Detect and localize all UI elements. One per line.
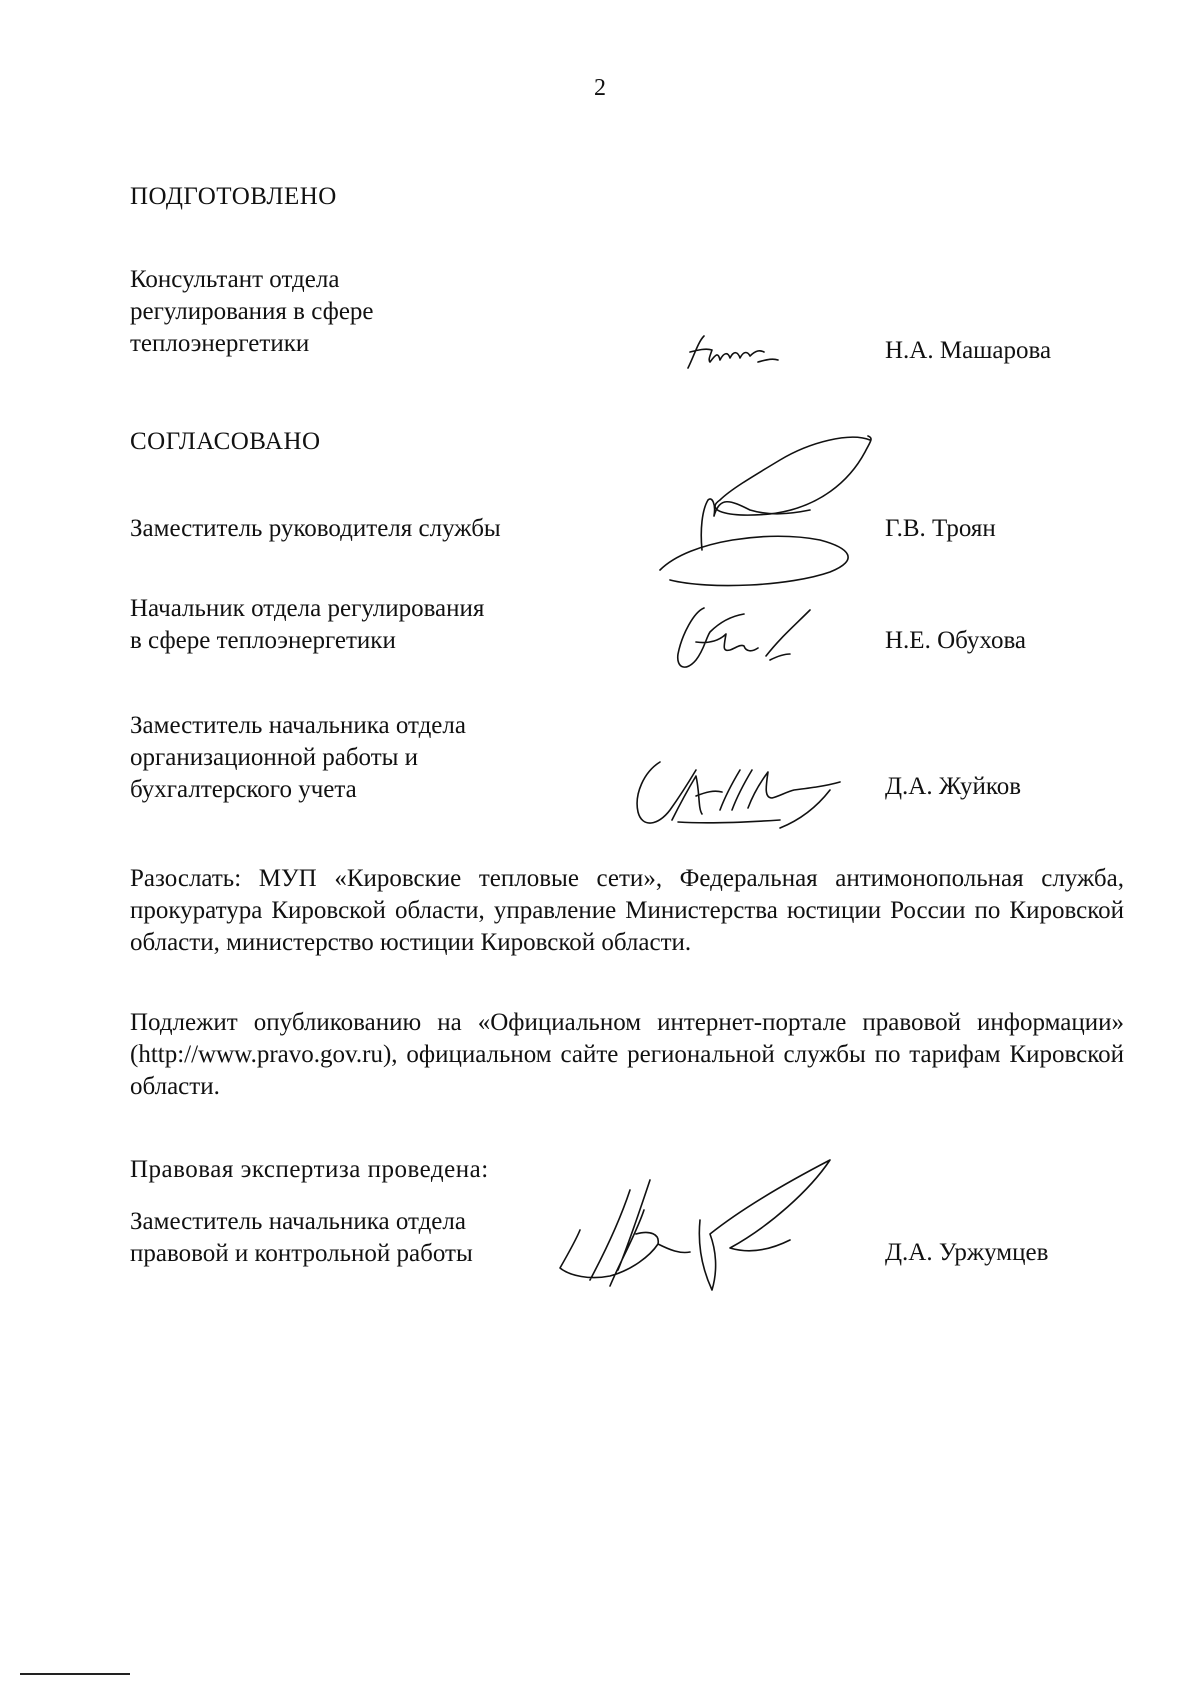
legal-review-heading: Правовая экспертиза проведена: (130, 1156, 489, 1183)
signature-obukhova (670, 598, 840, 678)
publication-note: Подлежит опубликованию на «Официальном интернет-портале правовой информации» (http://www.pravo.gov.ru), официальном сайте региональной службы по тарифам Кировской области. (130, 1009, 1124, 1100)
agreed-heading: СОГЛАСОВАНО (130, 428, 321, 455)
legal-review-position (130, 1206, 473, 1270)
position-line: регулирования в сфере (130, 298, 374, 325)
signature-zhuikov (630, 750, 860, 840)
agreed-position-1 (130, 513, 501, 545)
position-line: Заместитель руководителя службы (130, 515, 501, 542)
position-line: организационной работы и (130, 744, 419, 771)
position-line: в сфере теплоэнергетики (130, 627, 396, 654)
agreed-name-1: Г.В. Троян (885, 515, 996, 542)
prepared-name: Н.А. Машарова (885, 337, 1052, 364)
position-line: Заместитель начальника отдела (130, 1208, 466, 1235)
signature-urzhumtsev (540, 1150, 870, 1300)
agreed-position-2 (130, 593, 484, 657)
position-line: бухгалтерского учета (130, 776, 357, 803)
signature-masharova (680, 330, 790, 375)
position-line: теплоэнергетики (130, 330, 310, 357)
prepared-heading: ПОДГОТОВЛЕНО (130, 183, 337, 210)
position-line: Начальник отдела регулирования (130, 595, 485, 622)
page-number: 2 (594, 75, 606, 101)
prepared-position (130, 264, 374, 360)
signature-troyan (650, 430, 880, 590)
legal-review-name: Д.А. Уржумцев (885, 1239, 1049, 1266)
position-line: Заместитель начальника отдела (130, 712, 466, 739)
agreed-name-2: Н.Е. Обухова (885, 627, 1027, 654)
distribution-list: Разослать: МУП «Кировские тепловые сети», Федеральная антимонопольная служба, прокуратура Кировской области, управление Министерства юстиции России по Кировской области, министерство юстиции Кировской области. (130, 865, 1124, 956)
agreed-name-3: Д.А. Жуйков (885, 773, 1022, 800)
position-line: правовой и контрольной работы (130, 1240, 473, 1267)
position-line: Консультант отдела (130, 266, 340, 293)
footer-divider (20, 1673, 130, 1675)
agreed-position-3 (130, 710, 466, 806)
